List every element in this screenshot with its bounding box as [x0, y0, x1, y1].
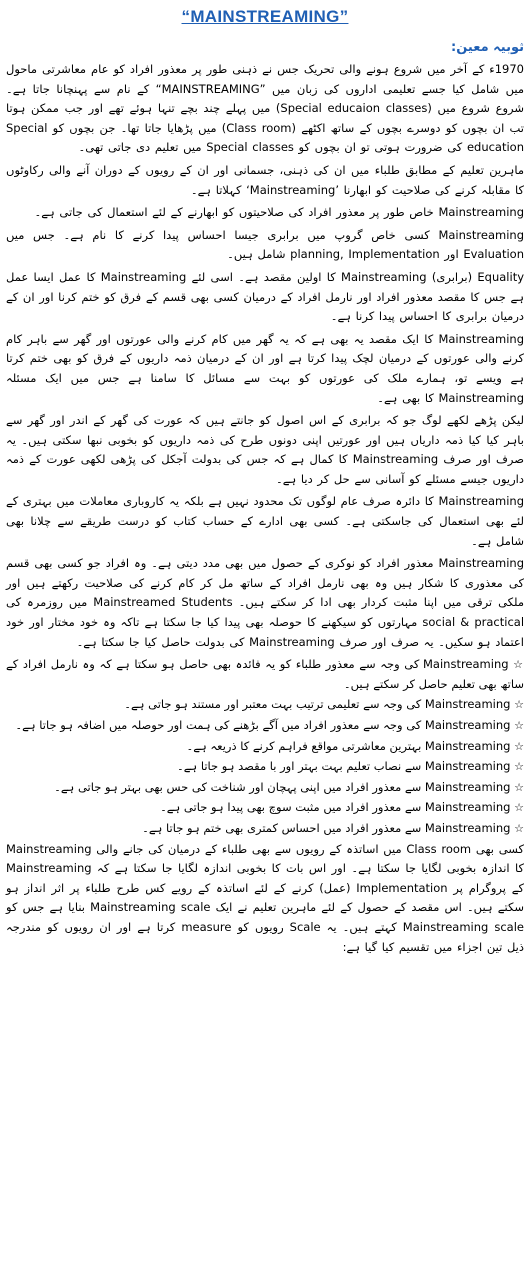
star-icon: ☆: [514, 801, 524, 815]
paragraph: Mainstreaming کا ایک مقصد یہ بھی ہے کہ یہ گھر میں کام کرنے والی عورتوں اور گھر سے باہر کام کرنے والی عورتوں کے درمیان لچک پیدا کرتا ہے اور ان کے درمیان ذمہ داریوں کے فرق کو بھی ختم کرتا ہے ویسے تو، ہمارے ملک کی عورتوں کو بہت سے مسائل کا سامنا ہے جس میں ایک مسئلہ Mainstreaming کا بھی ہے۔: [6, 331, 524, 405]
article-title: “MAINSTREAMING”: [181, 7, 349, 26]
benefit-bullet: [6, 778, 524, 798]
bullet-text: Mainstreaming کی وجہ سے تعلیمی ترتیب بہت معتبر اور مستند ہو جاتی ہے۔: [124, 697, 511, 712]
benefit-bullet: [6, 819, 524, 839]
closing-paragraph: کسی بھی Class room میں اساتذہ کے رویوں سے بھی طلباء کے درمیان کی جانے والی Mainstreaming کا اندازہ بخوبی لگایا جا سکتا ہے۔ اور اس بات کا بخوبی اندازہ لگایا جا سکتا ہے کہ Mainstreaming کے پروگرام پر Implementation (عمل) کرنے کے لئے اساتذہ کے رویے کس طرح طلباء پر اثر انداز ہو سکتے ہیں۔ اس مقصد کے حصول کے لئے ماہرین تعلیم نے ایک Mainstreaming scale بنایا ہے جس کو Mainstreaming scale کہتے ہیں۔ یہ Scale رویوں کو measure کرتا ہے اور ان رویوں کو مندرجہ ذیل تین اجزاء میں تقسیم کیا گیا ہے:: [6, 841, 525, 954]
star-icon: ☆: [514, 760, 524, 774]
paragraph: 1970ء کے آخر میں شروع ہونے والی تحریک جس نے ذہنی طور پر معذور افراد کو عام معاشرتی ماحول میں شامل کیا جسے تعلیمی اداروں کی زبان میں ”MAINSTREAMING“ کے نام سے پہنچانا جاتا ہے۔ شروع شروع میں (Special educaion classes) میں پہلے چند بچے تنہا ہوئے تھے اور جب ممکن ہوتا تب ان بچوں کو دوسرے بچوں کے ساتھ اکٹھے (Class room) میں پڑھایا جاتا تھا۔ جن بچوں کو Special education کی ضرورت ہوتی تو ان بچوں کو Special classes میں تعلیم دی جاتی تھی۔: [6, 62, 524, 155]
paragraph: Mainstreaming خاص طور پر معذور افراد کی صلاحیتوں کو ابھارنے کے لئے استعمال کی جاتی ہے۔: [34, 205, 524, 220]
benefit-bullet: [6, 757, 524, 777]
author-name: ثوبیہ معین:: [451, 40, 524, 55]
benefit-bullet: [6, 655, 524, 694]
bullet-text: Mainstreaming کی وجہ سے معذور افراد میں آگے بڑھنے کی ہمت اور حوصلہ میں اضافہ ہو جاتا ہے۔: [15, 718, 511, 732]
bullet-text: Mainstreaming سے معذور افراد میں احساس کمتری بھی ختم ہو جاتا ہے۔: [142, 820, 511, 835]
article-body: [6, 60, 524, 957]
benefit-bullet: [6, 716, 524, 736]
paragraph: لیکن پڑھے لکھے لوگ جو کہ برابری کے اس اصول کو جانتے ہیں کہ عورت کی گھر کے اندر اور گھر سے باہر کیا کیا ذمہ داریاں ہیں اور عورتیں اپنی دونوں طرح کی ذمہ داریوں کو بخوبی نبھا سکتی ہیں۔ یہ صرف اور صرف Mainstreaming کا کمال ہے کہ جس کی بدولت آجکل کی پڑھی لکھی عورت کے ذمہ داریوں جیسے مسئلے کو آسانی سے حل کر دیا ہے۔: [6, 413, 524, 486]
benefit-bullet: [6, 695, 524, 715]
benefit-bullet: [6, 737, 524, 757]
paragraph: Mainstreaming کا دائرہ صرف عام لوگوں تک محدود نہیں ہے بلکہ یہ کاروباری معاملات میں بہتری کے لئے بھی استعمال کی جاسکتی ہے۔ کسی بھی ادارے کے حساب کتاب کو درست طریقے سے چلانا بھی شامل ہے۔: [6, 494, 524, 548]
benefit-bullet: [6, 798, 524, 818]
bullet-text: Mainstreaming بہترین معاشرتی مواقع فراہم کرنے کا ذریعہ ہے۔: [186, 738, 511, 753]
star-icon: ☆: [514, 780, 524, 794]
star-icon: ☆: [514, 719, 524, 732]
star-icon: ☆: [514, 698, 524, 712]
bullet-text: Mainstreaming سے نصاب تعلیم بہت بہتر اور با مقصد ہو جاتا ہے۔: [176, 759, 511, 774]
bullet-text: Mainstreaming سے معذور افراد میں اپنی پہچان اور شناخت کی حس بھی بہتر ہو جاتی ہے۔: [54, 779, 511, 794]
star-icon: ☆: [514, 739, 524, 753]
paragraph: Mainstreaming معذور افراد کو نوکری کے حصول میں بھی مدد دیتی ہے۔ وہ افراد جو کسی بھی قسم کی معذوری کا شکار ہیں وہ بھی نارمل افراد کے ساتھ مل کر کام کرنے کی صلاحیت رکھتے ہیں اور ملکی ترقی میں اپنا مثبت کردار بھی ادا کر سکتے ہیں۔ Mainstreamed Students میں روزمرہ کی social & practical مہارتوں کو سیکھنے کا حوصلہ بھی پیدا کیا جا سکتا ہے تاکہ وہ خود مختار اور خود اعتماد ہو سکیں۔ یہ صرف اور صرف Mainstreaming کی بدولت حاصل کیا جا سکتا ہے۔: [6, 556, 525, 649]
star-icon: ☆: [513, 658, 524, 672]
bullet-text: Mainstreaming کی وجہ سے معذور طلباء کو یہ فائدہ بھی حاصل ہو سکتا ہے کہ وہ نارمل افراد کے ساتھ بھی تعلیم حاصل کر سکتے ہیں۔: [6, 657, 524, 691]
bullet-text: Mainstreaming سے معذور افراد میں مثبت سوچ بھی پیدا ہو جاتی ہے۔: [160, 800, 511, 815]
star-icon: ☆: [514, 821, 524, 835]
paragraph: ماہرین تعلیم کے مطابق طلباء میں ان کی ذہنی، جسمانی اور ان کے رویوں کے دوران آنے والی رکاوٹوں کا مقابلہ کرنے کی صلاحیت کو ابھارنا ’Mainstreaming‘ کہلاتا ہے۔: [6, 162, 524, 197]
paragraph: Mainstreaming کسی خاص گروپ میں برابری جیسا احساس پیدا کرنے کا نام ہے۔ جس میں Evaluation اور planning, Implementation شامل ہیں۔: [6, 227, 524, 262]
paragraph: Equality (برابری) Mainstreaming کا اولین مقصد ہے۔ اسی لئے Mainstreaming کا عمل ایسا عمل ہے جس کا مقصد معذور افراد اور نارمل افراد کے درمیان کسی بھی قسم کے فرق کو ختم کرنا اور ان کے درمیان برابری کا احساس پیدا کرنا ہے۔: [6, 269, 525, 324]
